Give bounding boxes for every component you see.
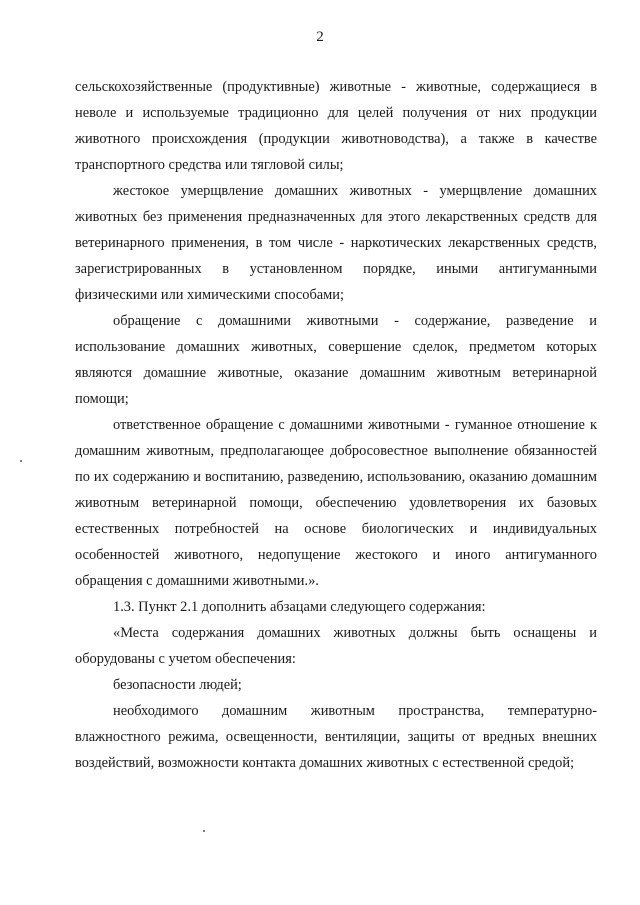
paragraph-human-safety: безопасности людей;: [113, 677, 242, 693]
page-number: 2: [316, 29, 324, 45]
document-body: [75, 74, 597, 776]
scan-speck: [20, 460, 22, 462]
paragraph-definition-treatment: обращение с домашними животными - содержание, разведение и использование домашних животных, совершение сделок, предметом которых являются домашние животные, оказание домашним животным ветеринарной помощи;: [75, 313, 597, 407]
paragraph-housing-requirements: «Места содержания домашних животных должны быть оснащены и оборудованы с учетом обеспечения:: [75, 625, 597, 667]
paragraph-animal-space: необходимого домашним животным пространства, температурно-влажностного режима, освещенности, вентиляции, защиты от вредных внешних воздействий, возможности контакта домашних животных с естественной средой;: [75, 703, 597, 771]
paragraph-definition-responsible-treatment: ответственное обращение с домашними животными - гуманное отношение к домашним животным, предполагающее добросовестное выполнение обязанностей по их содержанию и воспитанию, разведению, использованию, оказанию домашним животным ветеринарной помощи, обеспечению удовлетворения их базовых естественных потребностей на основе биологических и индивидуальных особенностей животного, недопущение жестокого и иного антигуманного обращения с домашними животными.».: [75, 417, 597, 589]
scan-speck: [203, 830, 205, 832]
paragraph-amendment-1-3: 1.3. Пункт 2.1 дополнить абзацами следующего содержания:: [113, 599, 486, 615]
paragraph-definition-farm-animals: сельскохозяйственные (продуктивные) животные - животные, содержащиеся в неволе и используемые традиционно для целей получения от них продукции животного происхождения (продукции животноводства), а также в качестве транспортного средства или тягловой силы;: [75, 79, 597, 173]
paragraph-definition-cruel-killing: жестокое умерщвление домашних животных - умерщвление домашних животных без применения предназначенных для этого лекарственных средств для ветеринарного применения, в том числе - наркотических лекарственных средств, зарегистрированных в установленном порядке, иными антигуманными физическими или химическими способами;: [75, 183, 597, 303]
